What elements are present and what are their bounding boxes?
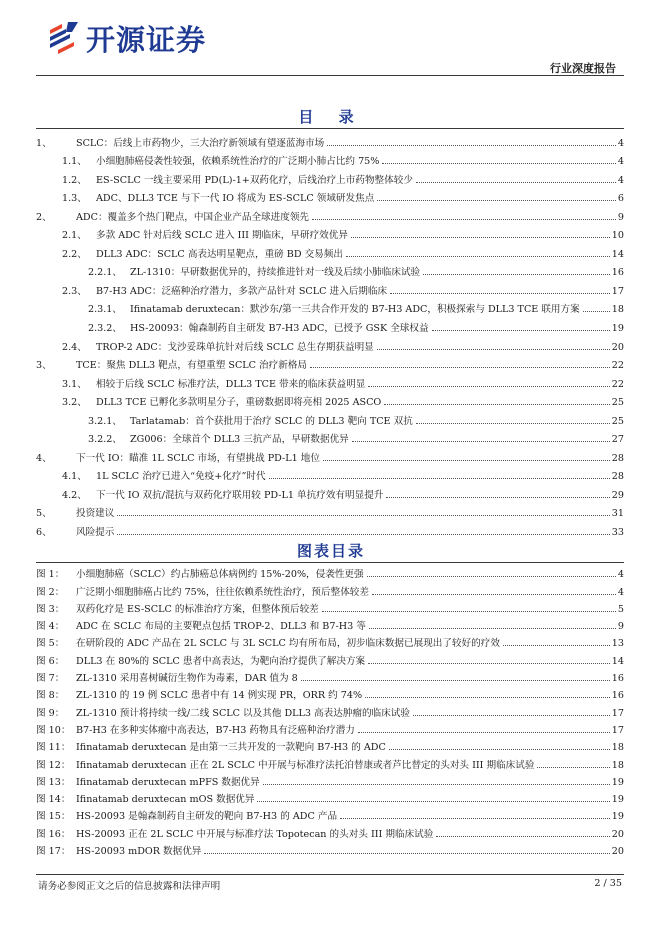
footer-divider [36,874,624,875]
toc-entry[interactable] [36,223,624,242]
entry-title: DLL3 TCE 已孵化多款明星分子，重磅数据即将亮相 2025 ASCO [96,397,382,409]
leader-dots [413,715,610,716]
toc-entry[interactable] [36,260,624,279]
entry-page: 6 [617,193,624,205]
leader-dots [117,515,609,516]
figure-entry[interactable] [36,615,624,632]
leader-dots [204,853,609,854]
leader-dots [423,274,610,275]
toc-entry[interactable] [36,149,624,168]
entry-title: ZL-1310 的 19 例 SCLC 患者中有 14 例实现 PR，ORR 约 74% [76,690,363,702]
figure-entry[interactable] [36,788,624,805]
entry-page: 28 [611,471,624,483]
toc-entry[interactable] [36,297,624,316]
toc-entry[interactable] [36,445,624,464]
entry-title: DLL3 在 80%的 SCLC 患者中高表达，为靶向治疗提供了解决方案 [76,655,366,667]
leader-dots [583,311,610,312]
entry-page: 25 [611,397,624,409]
leader-dots [377,349,610,350]
toc-entry[interactable] [36,353,624,372]
entry-title: 在研阶段的 ADC 产品在 2L SCLC 与 3L SCLC 均有所布局，初步临床数据已展现出了较好的疗效 [76,638,500,650]
entry-number: 3、 [36,360,52,372]
entry-title: 相较于后线 SCLC 标准疗法，DLL3 TCE 带来的临床获益明显 [96,378,366,390]
entry-page: 16 [611,267,624,279]
figure-entry[interactable] [36,701,624,718]
entry-number: 3.2、 [62,397,87,409]
entry-number: 3.2.1、 [88,415,123,427]
entry-title: 下一代 IO 双抗/混抗与双药化疗联用较 PD-L1 单抗疗效有明显提升 [96,489,384,501]
entry-number: 图 5： [36,638,65,650]
entry-number: 图 2： [36,586,65,598]
leader-dots [377,200,616,201]
entry-number: 2.3.2、 [88,323,123,335]
entry-page: 20 [611,828,624,840]
leader-dots [263,784,610,785]
kaiyuan-logo-icon [48,20,80,54]
entry-title: Ifinatamab deruxtecan：默沙东/第一三共合作开发的 B7-H3 ADC，积极探索与 DLL3 TCE 联用方案 [130,304,580,316]
entry-title: 下一代 IO：瞄准 1L SCLC 市场，有望挑战 PD-L1 地位 [76,452,320,464]
entry-title: 小细胞肺癌侵袭性较强，依赖系统性治疗的广泛期小肺占比约 75% [96,156,380,168]
entry-page: 17 [611,707,624,719]
footer-disclaimer: 请务必参阅正文之后的信息披露和法律声明 [38,881,221,892]
leader-dots [416,423,610,424]
entry-page: 14 [611,655,624,667]
entry-title: ES-SCLC 一线主要采用 PD(L)-1+双药化疗，后线治疗上市药物整体较少 [96,174,413,186]
entry-number: 2.2.1、 [88,267,123,279]
figure-entry[interactable] [36,598,624,615]
figure-entry[interactable] [36,580,624,597]
entry-number: 3.1、 [62,378,87,390]
leader-dots [365,697,610,698]
leader-dots [312,219,616,220]
entry-page: 18 [611,742,624,754]
toc-entry[interactable] [36,390,624,409]
entry-title: Ifinatamab deruxtecan mPFS 数据优异 [76,776,260,788]
entry-page: 4 [617,174,624,186]
entry-number: 2.3、 [62,285,87,297]
entry-number: 6、 [36,527,52,539]
leader-dots [340,818,610,819]
entry-number: 图 14： [36,794,71,806]
leader-dots [369,628,616,629]
entry-page: 22 [611,360,624,372]
toc-entry[interactable] [36,501,624,520]
entry-number: 4.1、 [62,471,87,483]
leader-dots [389,749,610,750]
toc-entry[interactable] [36,186,624,205]
toc-entry[interactable] [36,204,624,223]
toc-entry[interactable] [36,278,624,297]
leader-dots [323,460,610,461]
figure-entry[interactable] [36,667,624,684]
entry-title: ZL-1310 预计将持续一线/二线 SCLC 以及其他 DLL3 高表达肿瘤的临床试验 [76,707,410,719]
figure-entry[interactable] [36,771,624,788]
leader-dots [390,293,610,294]
entry-number: 图 7： [36,673,65,685]
toc-divider [36,128,624,129]
leader-dots [117,534,609,535]
entry-page: 5 [617,603,624,615]
entry-title: 投资建议 [76,508,115,520]
entry-page: 22 [611,378,624,390]
entry-title: Ifinatamab deruxtecan mOS 数据优异 [76,794,255,806]
entry-number: 图 17： [36,846,71,858]
entry-number: 2.4、 [62,341,87,353]
entry-number: 1.1、 [62,156,87,168]
entry-page: 20 [611,846,624,858]
entry-number: 2、 [36,211,52,223]
header-divider [36,75,624,76]
entry-number: 图 16： [36,828,71,840]
entry-page: 19 [611,794,624,806]
leader-dots [269,478,610,479]
entry-page: 18 [611,759,624,771]
entry-title: Tarlatamab：首个获批用于治疗 SCLC 的 DLL3 靶向 TCE 双抗 [130,415,413,427]
entry-title: HS-20093：翰森制药自主研发 B7-H3 ADC，已授予 GSK 全球权益 [130,323,429,335]
entry-number: 1.2、 [62,174,87,186]
entry-title: ZL-1310：早研数据优异的，持续推进针对一线及后续小肺临床试验 [130,267,421,279]
leader-dots [436,836,609,837]
entry-page: 16 [611,673,624,685]
entry-number: 5、 [36,508,52,520]
entry-title: 双药化疗是 ES-SCLC 的标准治疗方案，但整体预后较差 [76,603,319,615]
page-indicator: 2 / 35 [594,878,622,889]
leader-dots [503,645,610,646]
entry-page: 4 [617,569,624,581]
entry-number: 图 4： [36,621,65,633]
figures-toc-title: 图表目录 [296,542,365,560]
entry-page: 4 [617,137,624,149]
toc-entry[interactable] [36,482,624,501]
figures-toc-list [36,563,624,857]
entry-title: HS-20093 mDOR 数据优异 [76,846,202,858]
toc-entry[interactable] [36,167,624,186]
entry-title: B7-H3 ADC：泛癌种治疗潜力，多款产品针对 SCLC 进入后期临床 [96,285,388,297]
entry-page: 25 [611,415,624,427]
entry-title: ZG006：全球首个 DLL3 三抗产品，早研数据优异 [130,434,349,446]
toc-entry[interactable] [36,315,624,334]
toc-entry[interactable] [36,519,624,538]
entry-title: ADC：覆盖多个热门靶点，中国企业产品全球进度领先 [76,211,310,223]
entry-page: 13 [611,638,624,650]
entry-title: HS-20093 正在 2L SCLC 中开展与标准疗法 Topotecan 的头对头 III 期临床试验 [76,828,434,840]
figure-entry[interactable] [36,684,624,701]
entry-number: 图 12： [36,759,71,771]
entry-page: 33 [611,527,624,539]
entry-title: Ifinatamab deruxtecan 正在 2L SCLC 中开展与标准疗法托泊替康或者芦比替定的头对头 III 期临床试验 [76,759,535,771]
leader-dots [432,330,610,331]
toc-title: 目 录 [298,108,364,126]
entry-page: 29 [611,489,624,501]
figure-entry[interactable] [36,805,624,822]
figure-entry[interactable] [36,719,624,736]
entry-title: 多款 ADC 针对后线 SCLC 进入 III 期临床，早研疗效优异 [96,230,348,242]
toc-list [36,130,624,538]
leader-dots [327,145,616,146]
entry-number: 1、 [36,137,52,149]
entry-title: 小细胞肺癌（SCLC）约占肺癌总体病例约 15%-20%，侵袭性更强 [76,569,364,581]
leader-dots [382,163,615,164]
entry-title: TCE：聚焦 DLL3 靶点，有望重塑 SCLC 治疗新格局 [76,360,308,372]
entry-title: TROP-2 ADC：戈沙妥珠单抗针对后线 SCLC 总生存期获益明显 [96,341,374,353]
entry-number: 图 6： [36,655,65,667]
entry-page: 17 [611,724,624,736]
entry-page: 4 [617,156,624,168]
leader-dots [367,576,616,577]
leader-dots [346,256,610,257]
leader-dots [351,237,610,238]
leader-dots [372,594,616,595]
figure-entry[interactable] [36,822,624,839]
figure-entry[interactable] [36,649,624,666]
report-type-label: 行业深度报告 [550,62,616,75]
entry-number: 图 8： [36,690,65,702]
entry-number: 图 10： [36,724,71,736]
entry-title: 风险提示 [76,527,115,539]
entry-title: ZL-1310 采用喜树碱衍生物作为毒素，DAR 值为 8 [76,673,298,685]
figure-entry[interactable] [36,753,624,770]
entry-number: 图 9： [36,707,65,719]
toc-entry[interactable] [36,130,624,149]
entry-number: 3.2.2、 [88,434,123,446]
entry-page: 17 [611,285,624,297]
entry-page: 19 [611,811,624,823]
entry-number: 2.1、 [62,230,87,242]
figure-entry[interactable] [36,632,624,649]
leader-dots [352,441,610,442]
leader-dots [416,182,616,183]
entry-page: 9 [617,211,624,223]
entry-title: 1L SCLC 治疗已进入“免疫+化疗”时代 [96,471,266,483]
leader-dots [257,801,609,802]
entry-number: 4、 [36,452,52,464]
toc-entry[interactable] [36,334,624,353]
figure-entry[interactable] [36,563,624,580]
entry-title: ADC 在 SCLC 布局的主要靶点包括 TROP-2、DLL3 和 B7-H3 等 [76,621,366,633]
entry-page: 9 [617,621,624,633]
entry-title: ADC、DLL3 TCE 与下一代 IO 将成为 ES-SCLC 领域研发焦点 [96,193,375,205]
entry-number: 2.3.1、 [88,304,123,316]
entry-title: Ifinatamab deruxtecan 是由第一三共开发的一款靶向 B7-H3 的 ADC [76,742,386,754]
entry-page: 14 [611,248,624,260]
entry-page: 20 [611,341,624,353]
entry-page: 18 [611,304,624,316]
entry-page: 16 [611,690,624,702]
leader-dots [310,367,610,368]
entry-page: 28 [611,452,624,464]
figure-entry[interactable] [36,840,624,857]
entry-number: 图 11： [36,742,71,754]
entry-page: 4 [617,586,624,598]
leader-dots [384,404,609,405]
entry-number: 4.2、 [62,489,87,501]
leader-dots [358,732,610,733]
entry-number: 图 1： [36,569,65,581]
toc-entry[interactable] [36,408,624,427]
leader-dots [301,680,610,681]
leader-dots [368,386,609,387]
leader-dots [368,663,610,664]
entry-title: DLL3 ADC：SCLC 高表达明星靶点，重磅 BD 交易频出 [96,248,343,260]
entry-number: 图 15： [36,811,71,823]
entry-page: 19 [611,776,624,788]
entry-title: SCLC：后线上市药物少，三大治疗新领域有望逐蓝海市场 [76,137,325,149]
leader-dots [537,767,609,768]
entry-number: 图 3： [36,603,65,615]
toc-entry[interactable] [36,241,624,260]
figure-entry[interactable] [36,736,624,753]
leader-dots [322,611,616,612]
entry-number: 图 13： [36,776,71,788]
toc-entry[interactable] [36,464,624,483]
entry-title: B7-H3 在多种实体瘤中高表达，B7-H3 药物具有泛癌种治疗潜力 [76,724,355,736]
entry-page: 27 [611,434,624,446]
leader-dots [386,497,609,498]
entry-page: 19 [611,323,624,335]
toc-entry[interactable] [36,427,624,446]
entry-number: 1.3、 [62,193,87,205]
entry-page: 10 [611,230,624,242]
page-header [0,0,662,80]
entry-title: 广泛期小细胞肺癌占比约 75%，往往依赖系统性治疗，预后整体较差 [76,586,369,598]
entry-page: 31 [611,508,624,520]
entry-number: 2.2、 [62,248,87,260]
toc-entry[interactable] [36,371,624,390]
brand-name: 开源证券 [86,23,207,57]
entry-title: HS-20093 是翰森制药自主研发的靶向 B7-H3 的 ADC 产品 [76,811,338,823]
